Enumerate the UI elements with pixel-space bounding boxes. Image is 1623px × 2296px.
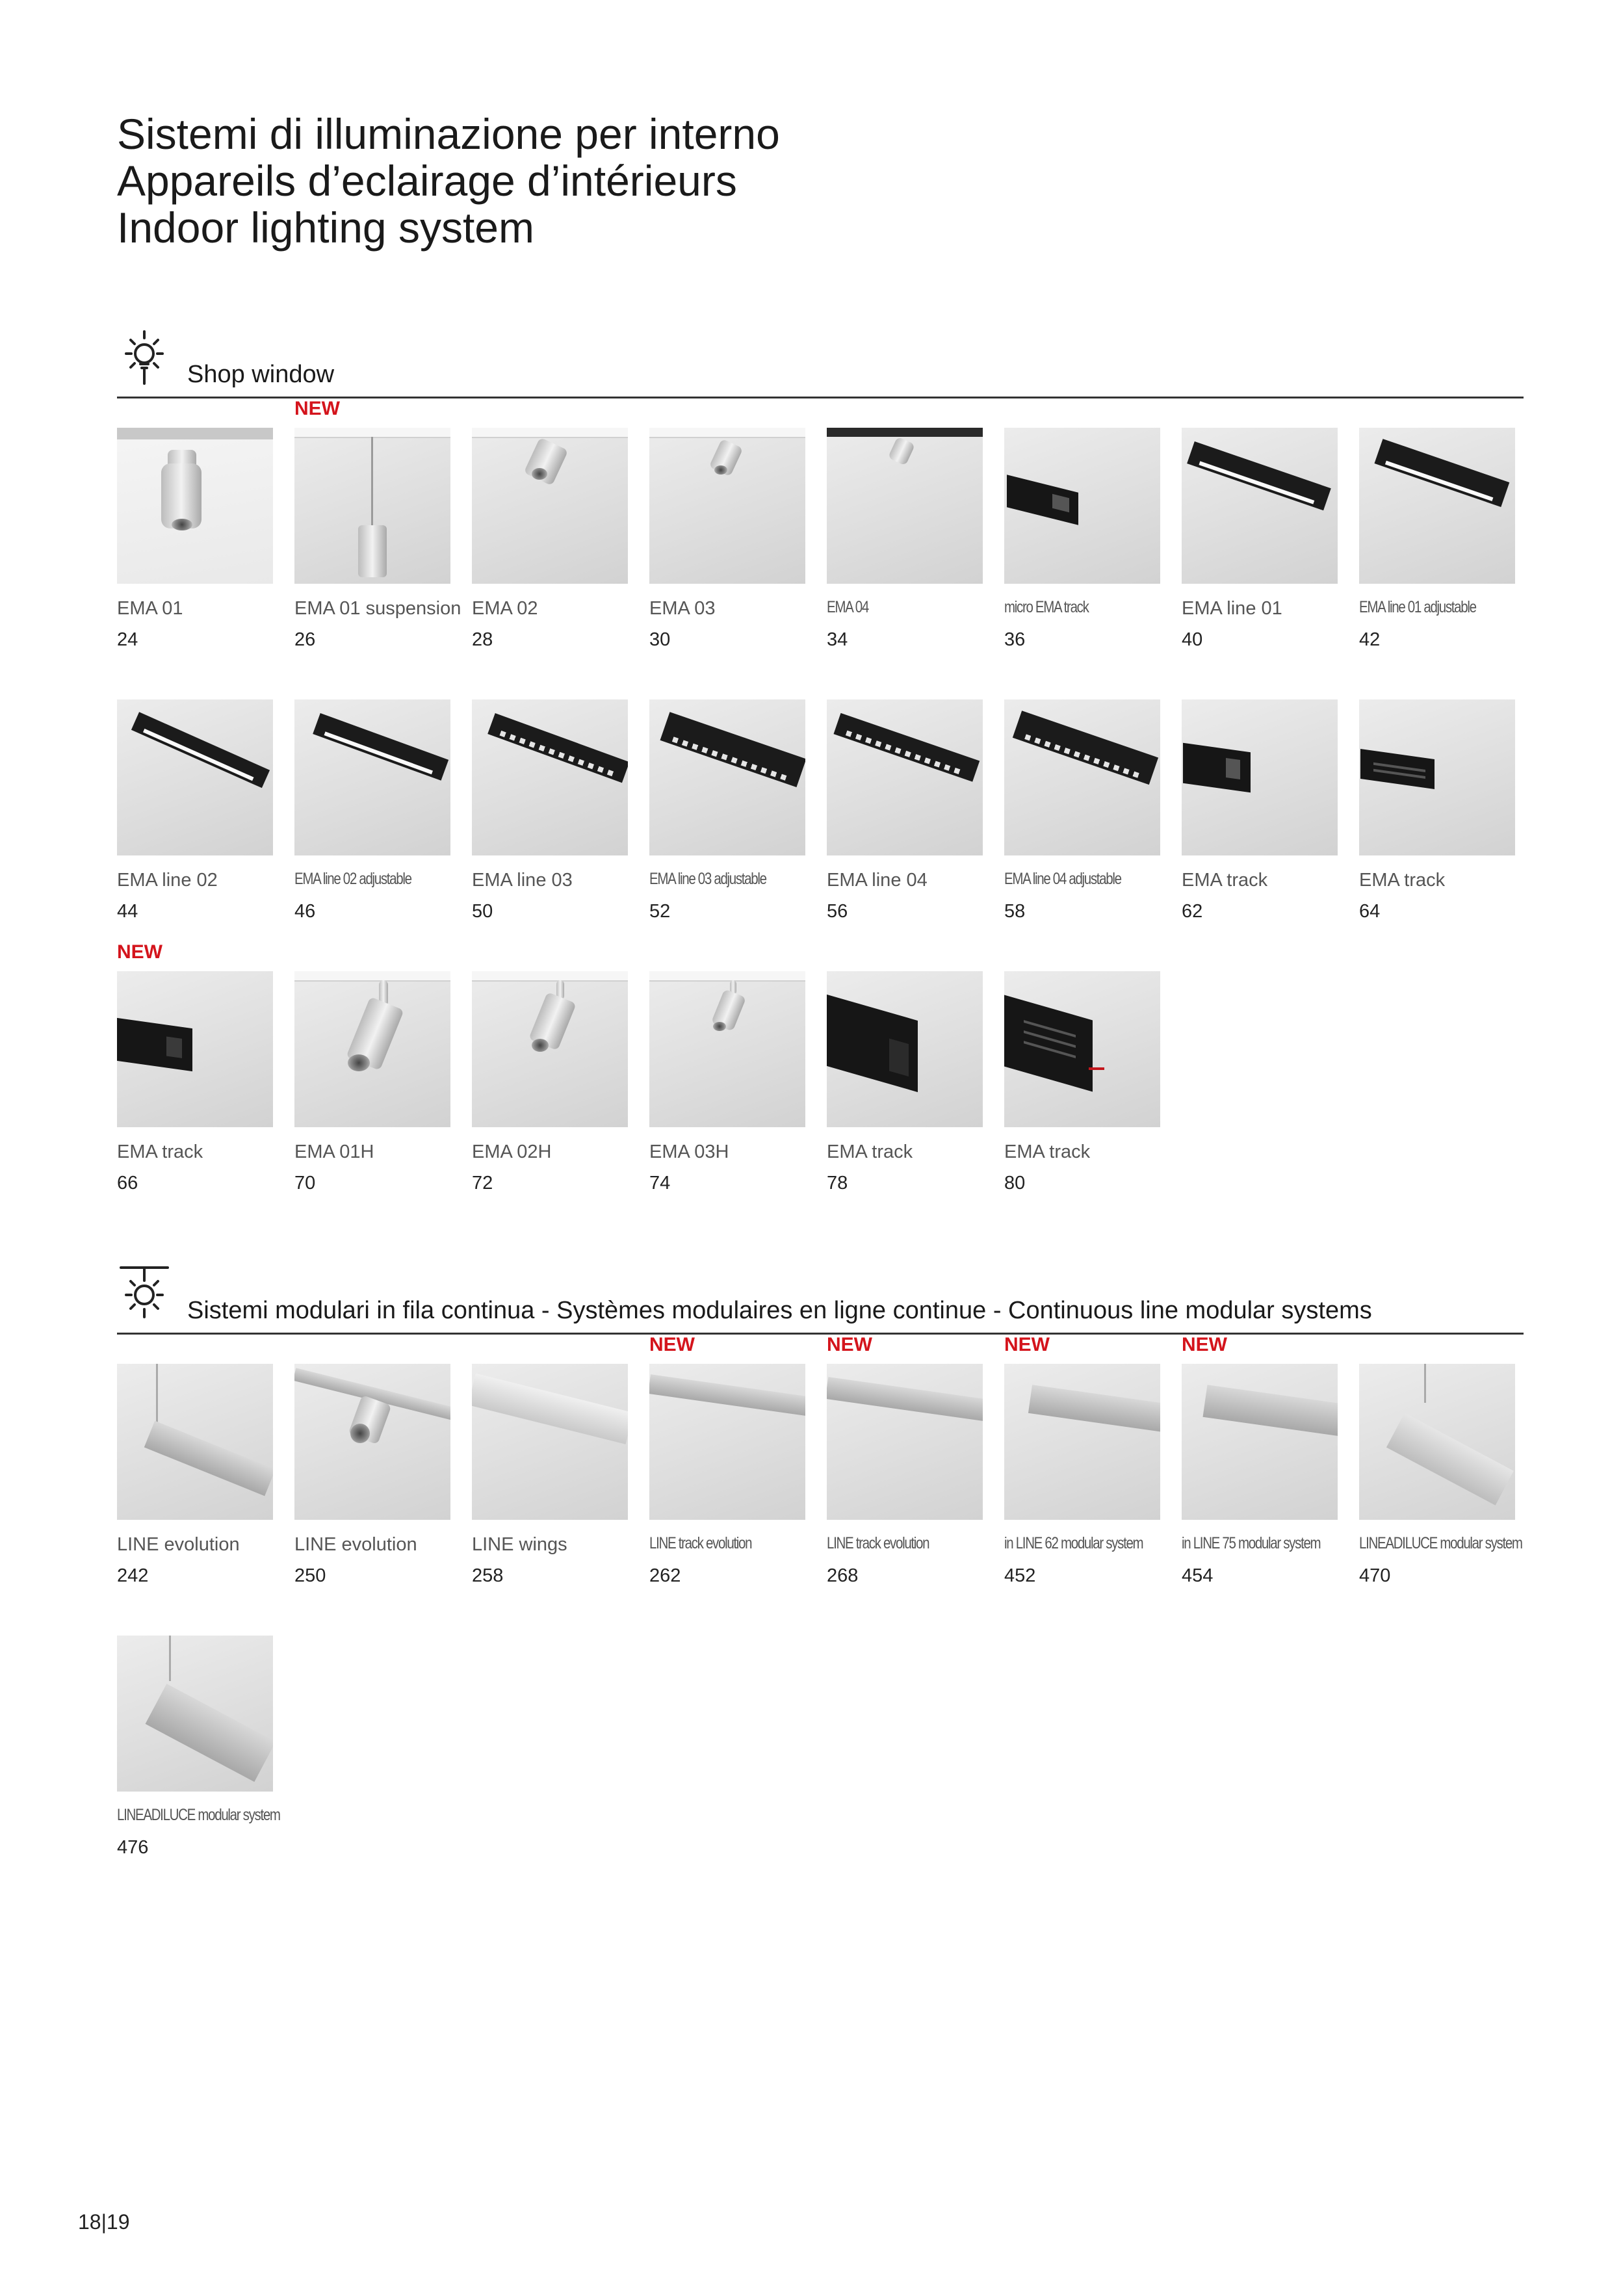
product-page: 58 xyxy=(1004,901,1026,922)
product-image xyxy=(294,428,450,584)
product-page: 74 xyxy=(649,1173,671,1194)
product-name: EMA line 03 xyxy=(472,870,573,891)
product-image xyxy=(294,699,450,855)
product-image xyxy=(472,1364,628,1520)
product-image xyxy=(1359,699,1515,855)
product-name: LINE wings xyxy=(472,1534,567,1555)
section-title: Sistemi modulari in fila continua - Systèmes modulaires en ligne continue - Continuous line modular systems xyxy=(187,1297,1372,1324)
product-name: EMA line 01 xyxy=(1182,598,1282,619)
product-page: 66 xyxy=(117,1173,138,1194)
product-page: 476 xyxy=(117,1837,149,1858)
product-name: EMA 01 suspension xyxy=(294,598,461,619)
product-image xyxy=(649,1364,805,1520)
product-name: EMA 01H xyxy=(294,1141,374,1162)
product-image xyxy=(1182,428,1338,584)
new-badge: NEW xyxy=(649,1334,695,1355)
product-page: 78 xyxy=(827,1173,848,1194)
title-line-english: Indoor lighting system xyxy=(117,203,534,252)
product-name: in LINE 75 modular system xyxy=(1182,1534,1321,1552)
product-image xyxy=(1004,699,1160,855)
product-image xyxy=(649,699,805,855)
product-image xyxy=(1004,1364,1160,1520)
section-title: Shop window xyxy=(187,361,335,388)
title-line-french: Appareils d’eclairage d’intérieurs xyxy=(117,157,737,205)
product-page: 24 xyxy=(117,629,138,650)
product-image xyxy=(294,971,450,1127)
product-page: 26 xyxy=(294,629,316,650)
new-badge: NEW xyxy=(1182,1334,1227,1355)
product-image xyxy=(1004,971,1160,1127)
product-image xyxy=(827,1364,983,1520)
product-page: 80 xyxy=(1004,1173,1026,1194)
product-name: EMA line 02 adjustable xyxy=(294,870,411,888)
section-header-continuous-line xyxy=(117,1268,1524,1335)
product-name: EMA line 01 adjustable xyxy=(1359,598,1476,616)
product-image xyxy=(117,1636,273,1792)
product-page: 258 xyxy=(472,1565,504,1586)
product-page: 36 xyxy=(1004,629,1026,650)
product-page: 50 xyxy=(472,901,493,922)
product-name: EMA 01 xyxy=(117,598,183,619)
product-name: LINEADILUCE modular system xyxy=(117,1806,280,1824)
section-header-shop-window xyxy=(117,332,1524,398)
product-page: 454 xyxy=(1182,1565,1214,1586)
product-page: 72 xyxy=(472,1173,493,1194)
new-badge: NEW xyxy=(1004,1334,1050,1355)
product-name: EMA 02 xyxy=(472,598,538,619)
product-name: micro EMA track xyxy=(1004,598,1089,616)
product-name: LINE track evolution xyxy=(649,1534,752,1552)
product-name: EMA 04 xyxy=(827,598,868,616)
product-image xyxy=(649,971,805,1127)
product-name: EMA line 02 xyxy=(117,870,218,891)
product-page: 268 xyxy=(827,1565,859,1586)
product-image xyxy=(117,699,273,855)
product-image xyxy=(472,428,628,584)
product-name: EMA line 03 adjustable xyxy=(649,870,766,888)
product-name: EMA line 04 adjustable xyxy=(1004,870,1121,888)
light-bulb-icon xyxy=(118,329,170,387)
product-page: 62 xyxy=(1182,901,1203,922)
product-image xyxy=(827,699,983,855)
product-image xyxy=(294,1364,450,1520)
product-image xyxy=(1004,428,1160,584)
product-page: 242 xyxy=(117,1565,149,1586)
new-badge: NEW xyxy=(117,941,162,963)
new-badge: NEW xyxy=(827,1334,872,1355)
product-image xyxy=(472,699,628,855)
product-name: in LINE 62 modular system xyxy=(1004,1534,1143,1552)
title-line-italian: Sistemi di illuminazione per interno xyxy=(117,110,780,158)
product-image xyxy=(117,428,273,584)
product-image xyxy=(1359,1364,1515,1520)
product-name: EMA line 04 xyxy=(827,870,928,891)
product-page: 250 xyxy=(294,1565,326,1586)
product-name: EMA 03 xyxy=(649,598,716,619)
page-title xyxy=(117,111,1027,251)
new-badge: NEW xyxy=(294,398,340,419)
product-name: EMA 02H xyxy=(472,1141,552,1162)
product-name: LINE evolution xyxy=(294,1534,417,1555)
product-name: EMA track xyxy=(1182,870,1268,891)
product-name: LINE track evolution xyxy=(827,1534,929,1552)
product-image xyxy=(1359,428,1515,584)
product-page: 44 xyxy=(117,901,138,922)
product-name: EMA 03H xyxy=(649,1141,729,1162)
product-name: LINE evolution xyxy=(117,1534,240,1555)
page-numbers: 18|19 xyxy=(78,2210,130,2234)
product-page: 70 xyxy=(294,1173,316,1194)
product-image xyxy=(117,1364,273,1520)
product-name: EMA track xyxy=(1004,1141,1091,1162)
product-page: 28 xyxy=(472,629,493,650)
product-page: 470 xyxy=(1359,1565,1391,1586)
product-name: LINEADILUCE modular system xyxy=(1359,1534,1522,1552)
product-image xyxy=(827,971,983,1127)
product-page: 452 xyxy=(1004,1565,1036,1586)
product-page: 262 xyxy=(649,1565,681,1586)
product-page: 34 xyxy=(827,629,848,650)
product-image xyxy=(117,971,273,1127)
light-bulb-icon xyxy=(118,1265,170,1324)
product-image xyxy=(472,971,628,1127)
product-name: EMA track xyxy=(1359,870,1446,891)
product-image xyxy=(827,428,983,584)
product-name: EMA track xyxy=(827,1141,913,1162)
product-image xyxy=(1182,699,1338,855)
product-page: 56 xyxy=(827,901,848,922)
product-page: 42 xyxy=(1359,629,1381,650)
product-image xyxy=(1182,1364,1338,1520)
product-page: 30 xyxy=(649,629,671,650)
product-page: 64 xyxy=(1359,901,1381,922)
product-page: 52 xyxy=(649,901,671,922)
product-page: 46 xyxy=(294,901,316,922)
product-page: 40 xyxy=(1182,629,1203,650)
product-image xyxy=(649,428,805,584)
product-name: EMA track xyxy=(117,1141,203,1162)
